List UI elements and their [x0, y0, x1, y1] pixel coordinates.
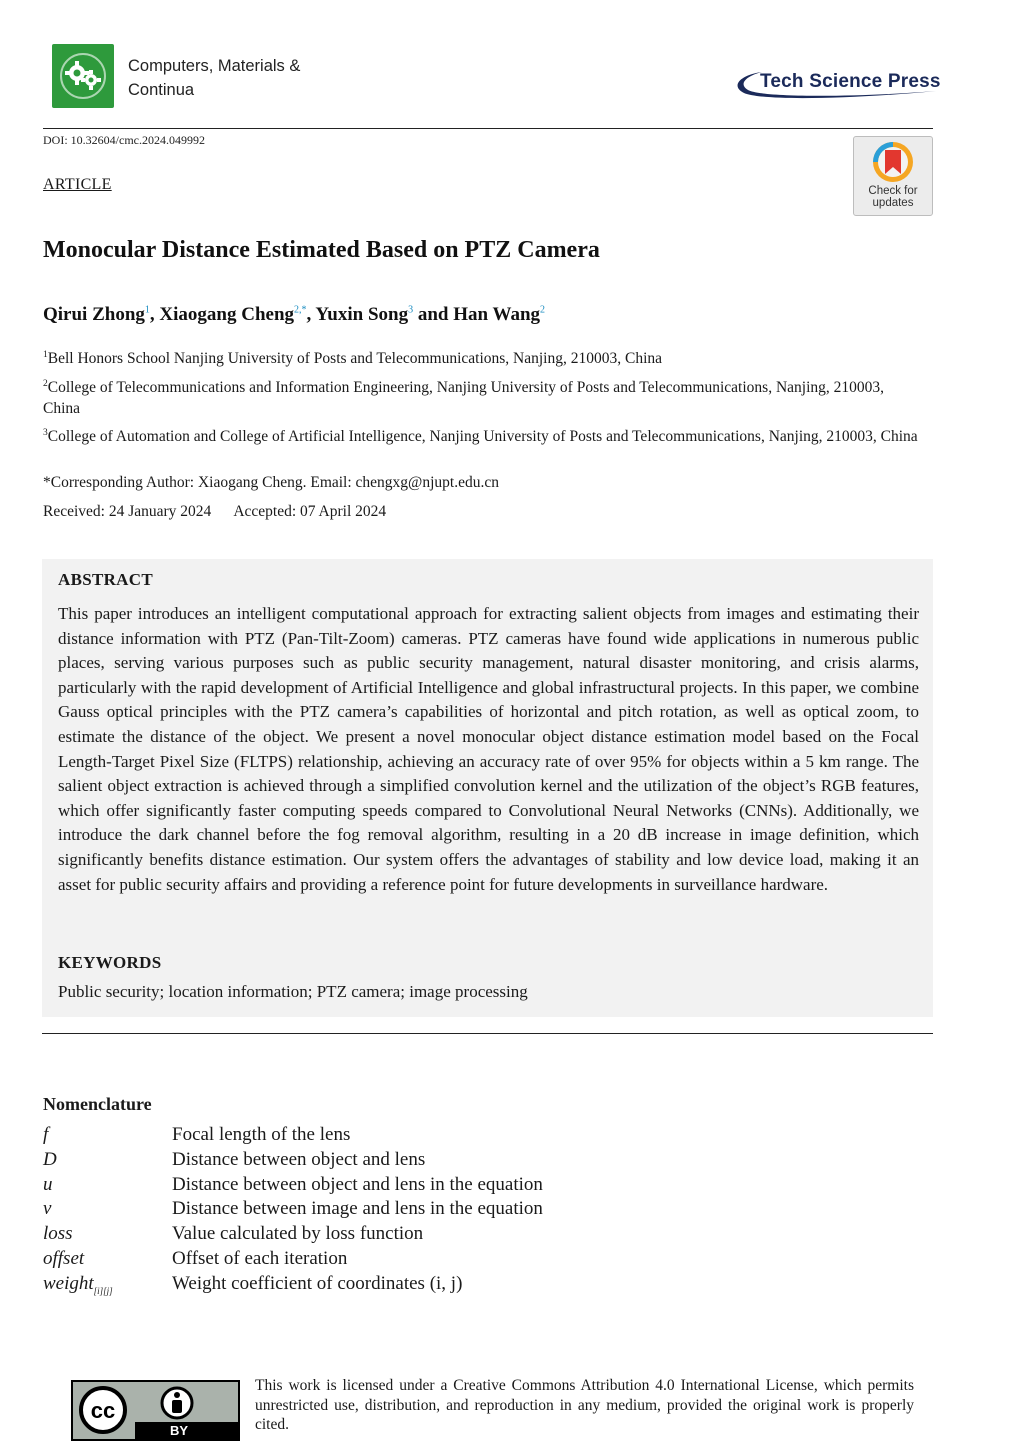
creative-commons-icon [73, 1382, 238, 1439]
abstract-heading: ABSTRACT [58, 570, 153, 589]
nomenclature-symbol [43, 1248, 84, 1270]
journal-logo [52, 44, 114, 108]
journal-name-line2: Continua [128, 81, 195, 99]
journal-name [128, 54, 300, 102]
author-name: Han Wang [453, 304, 541, 325]
nomenclature-definition: Focal length of the lens [172, 1124, 351, 1145]
dates [43, 501, 923, 522]
affiliation-3 [43, 423, 923, 447]
author-name: Qirui Zhong [43, 304, 145, 325]
nomenclature-symbol [43, 1174, 53, 1196]
license-text: This work is licensed under a Creative Commons Attribution 4.0 International License, which permits unrestricted use, distribution, and reproduction in any medium, provided the original work is properly cited. [255, 1377, 914, 1433]
symbol-text: weight [43, 1273, 94, 1294]
nomenclature-symbol [43, 1273, 113, 1296]
nomenclature-definition: Offset of each iteration [172, 1248, 348, 1269]
check-for-updates-text[interactable] [853, 185, 933, 209]
affiliation-text: College of Automation and College of Artificial Intelligence, Nanjing University of Posts and Telecommunications, Nanjing, 210003, China [47, 428, 918, 446]
affiliation-text: Bell Honors School Nanjing University of Posts and Telecommunications, Nanjing, 210003, China [47, 350, 663, 368]
affiliation-1 [43, 345, 923, 369]
by-glyph: BY [169, 1423, 189, 1438]
check-line1: Check for [868, 185, 918, 197]
author-separator: , [149, 304, 160, 325]
nomenclature-definition: Distance between object and lens in the equation [172, 1174, 543, 1195]
abstract-divider [42, 1033, 933, 1034]
nomenclature-definition: Distance between object and lens [172, 1149, 426, 1170]
doi[interactable]: DOI: 10.32604/cmc.2024.049992 [43, 133, 205, 147]
symbol-text: D [43, 1149, 57, 1170]
nomenclature-definition: Value calculated by loss function [172, 1223, 424, 1244]
author-affiliation-link[interactable]: 2 [540, 304, 546, 316]
keywords-text: Public security; location information; PTZ camera; image processing [58, 982, 528, 1001]
check-line2: updates [872, 197, 914, 209]
cc-by-badge[interactable] [71, 1380, 240, 1441]
gear-icon [52, 44, 114, 108]
author-name: Xiaogang Cheng [159, 304, 295, 325]
affiliation-2 [43, 374, 923, 419]
symbol-text: v [43, 1198, 52, 1219]
author-separator: , [306, 304, 316, 325]
affiliation-text: College of Telecommunications and Information Engineering, Nanjing University of Posts and Telecommunications, Nanjing, 210003, China [43, 379, 885, 418]
symbol-text: u [43, 1174, 53, 1195]
corresponding-author: *Corresponding Author: Xiaogang Cheng. Email: chengxg@njupt.edu.cn [43, 474, 499, 491]
cc-glyph: cc [90, 1398, 116, 1423]
accepted-date: Accepted: 07 April 2024 [233, 503, 387, 520]
affiliation-sup: 3 [43, 428, 48, 438]
author-affiliation-link[interactable]: 3 [408, 304, 414, 316]
author-affiliation-link[interactable]: 2,* [294, 304, 307, 316]
publisher-name: Tech Science Press [760, 71, 941, 92]
nomenclature-symbol [43, 1149, 57, 1171]
symbol-text: offset [43, 1248, 85, 1269]
affiliation-sup: 2 [43, 379, 48, 389]
nomenclature-definition: Distance between image and lens in the equation [172, 1198, 543, 1219]
abstract-text: This paper introduces an intelligent computational approach for extracting salient objects from images and estimating their distance information with PTZ (Pan-Tilt-Zoom) cameras. PTZ cameras have found wide applications in numerous public places, serving various purposes such as public security management, natural disaster monitoring, and crisis alarms, particularly with the rapid development of Artificial Intelligence and global infrastructural projects. In this paper, we combine Gauss optical principles with the PTZ camera’s capabilities of horizontal and pitch rotation, as well as optical zoom, to estimate the distance of the object. We present a novel monocular object distance estimation model based on the Focal Length-Target Pixel Size (FLTPS) relationship, achieving an accuracy rate of over 95% for objects within a 5 km range. The salient object extraction is achieved through a simplified convolution kernel and the utilization of the object’s RGB features, which offer significantly faster computing speeds compared to Convolutional Neural Networks (CNNs). Additionally, we introduce the dark channel before the fog removal algorithm, resulting in a 20 dB increase in image definition, which significantly benefits distance estimation. Our system offers the advantages of stability and low device load, making it an asset for public security affairs and providing a reference point for future developments in surveillance hardware. [58, 604, 919, 894]
nomenclature-symbol [43, 1198, 51, 1220]
nomenclature-heading: Nomenclature [43, 1094, 152, 1114]
author-list [43, 304, 545, 326]
symbol-text: loss [43, 1223, 73, 1244]
author-affiliation-link[interactable]: 1 [144, 304, 150, 316]
paper-title: Monocular Distance Estimated Based on PTZ Camera [43, 237, 600, 263]
bookmark-icon [854, 137, 932, 187]
received-date: Received: 24 January 2024 [43, 503, 212, 520]
symbol-subscript: [i][j] [93, 1285, 113, 1296]
nomenclature-definition: Weight coefficient of coordinates (i, j) [172, 1273, 463, 1294]
journal-name-line1: Computers, Materials & [128, 57, 301, 75]
keywords-heading: KEYWORDS [58, 953, 162, 972]
symbol-text: f [43, 1124, 49, 1145]
header-divider [43, 128, 933, 129]
nomenclature-symbol [43, 1223, 73, 1245]
author-name: Yuxin Song [315, 304, 409, 325]
article-type-label: ARTICLE [43, 176, 112, 193]
author-separator: and [413, 304, 454, 325]
affiliation-sup: 1 [43, 350, 48, 360]
nomenclature-symbol [43, 1124, 48, 1146]
